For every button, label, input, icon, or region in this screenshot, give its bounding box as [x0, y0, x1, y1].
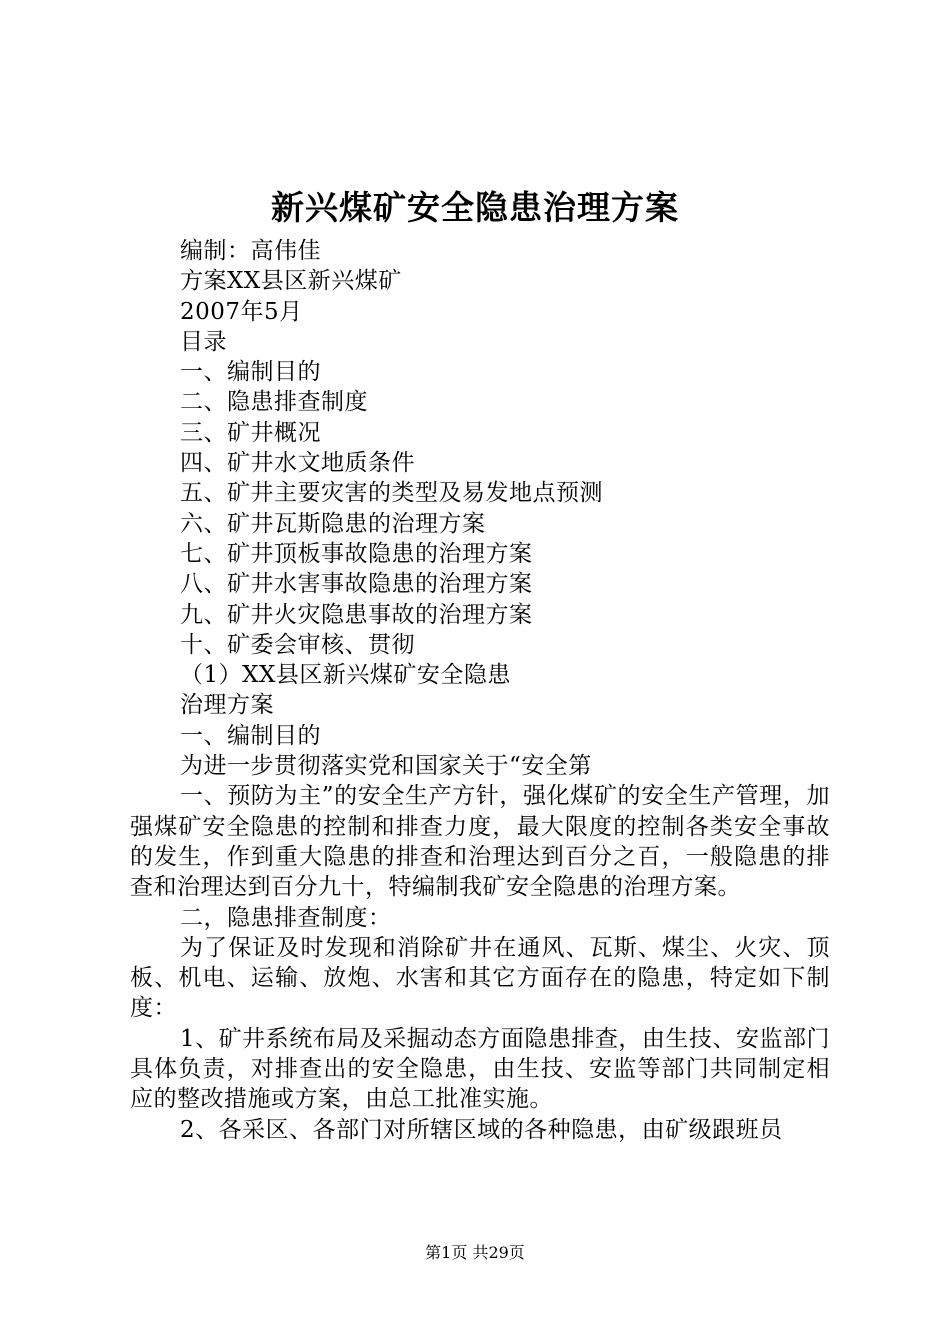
- toc-item: 二、隐患排查制度: [180, 389, 368, 416]
- author-line: 编制：高伟佳: [180, 238, 321, 264]
- toc-item: 七、矿井顶板事故隐患的治理方案: [180, 540, 533, 567]
- subtitle-line-2: 治理方案: [180, 692, 274, 719]
- section1-heading: 一、编制目的: [180, 722, 321, 749]
- toc-item: 三、矿井概况: [180, 419, 321, 446]
- section2-paragraph-2: 1、矿井系统布局及采掘动态方面隐患排查，由生技、安监部门具体负责，对排查出的安全隐患，由生技、安监等部门共同制定相应的整改措施或方案，由总工批准实施。: [130, 1025, 830, 1113]
- document-body: [130, 236, 830, 1145]
- section1-lead: 为进一步贯彻落实党和国家关于“安全第: [180, 753, 592, 780]
- section1-paragraph: 一、预防为主”的安全生产方针，强化煤矿的安全生产管理，加强煤矿安全隐患的控制和排查力度，最大限度的控制各类安全事故的发生，作到重大隐患的排查和治理达到百分之百，一般隐患的排查和治理达到百分九十，特编制我矿安全隐患的治理方案。: [130, 783, 830, 901]
- org-line: 方案XX县区新兴煤矿: [180, 268, 402, 295]
- toc-item: 六、矿井瓦斯隐患的治理方案: [180, 510, 486, 537]
- page-footer: 第1页 共29页: [425, 1243, 525, 1262]
- toc-item: 十、矿委会审核、贯彻: [180, 631, 415, 658]
- document-title: 新兴煤矿安全隐患治理方案: [271, 188, 679, 227]
- subtitle-line-1: （1）XX县区新兴煤矿安全隐患: [180, 662, 511, 689]
- toc-heading: 目录: [180, 328, 227, 355]
- section2-heading: 二，隐患排查制度：: [180, 904, 392, 931]
- section2-paragraph-1: 为了保证及时发现和消除矿井在通风、瓦斯、煤尘、火灾、顶板、机电、运输、放炮、水害和其它方面存在的隐患，特定如下制度：: [130, 934, 830, 1022]
- toc-item: 八、矿井水害事故隐患的治理方案: [180, 571, 533, 598]
- toc-item: 九、矿井火灾隐患事故的治理方案: [180, 601, 533, 628]
- section2-paragraph-3: 2、各采区、各部门对所辖区域的各种隐患，由矿级跟班员: [180, 1116, 783, 1143]
- toc-item: 四、矿井水文地质条件: [180, 450, 415, 477]
- toc-item: 五、矿井主要灾害的类型及易发地点预测: [180, 480, 603, 507]
- toc-item: 一、编制目的: [180, 359, 321, 386]
- date-line: 2007年5月: [180, 298, 303, 325]
